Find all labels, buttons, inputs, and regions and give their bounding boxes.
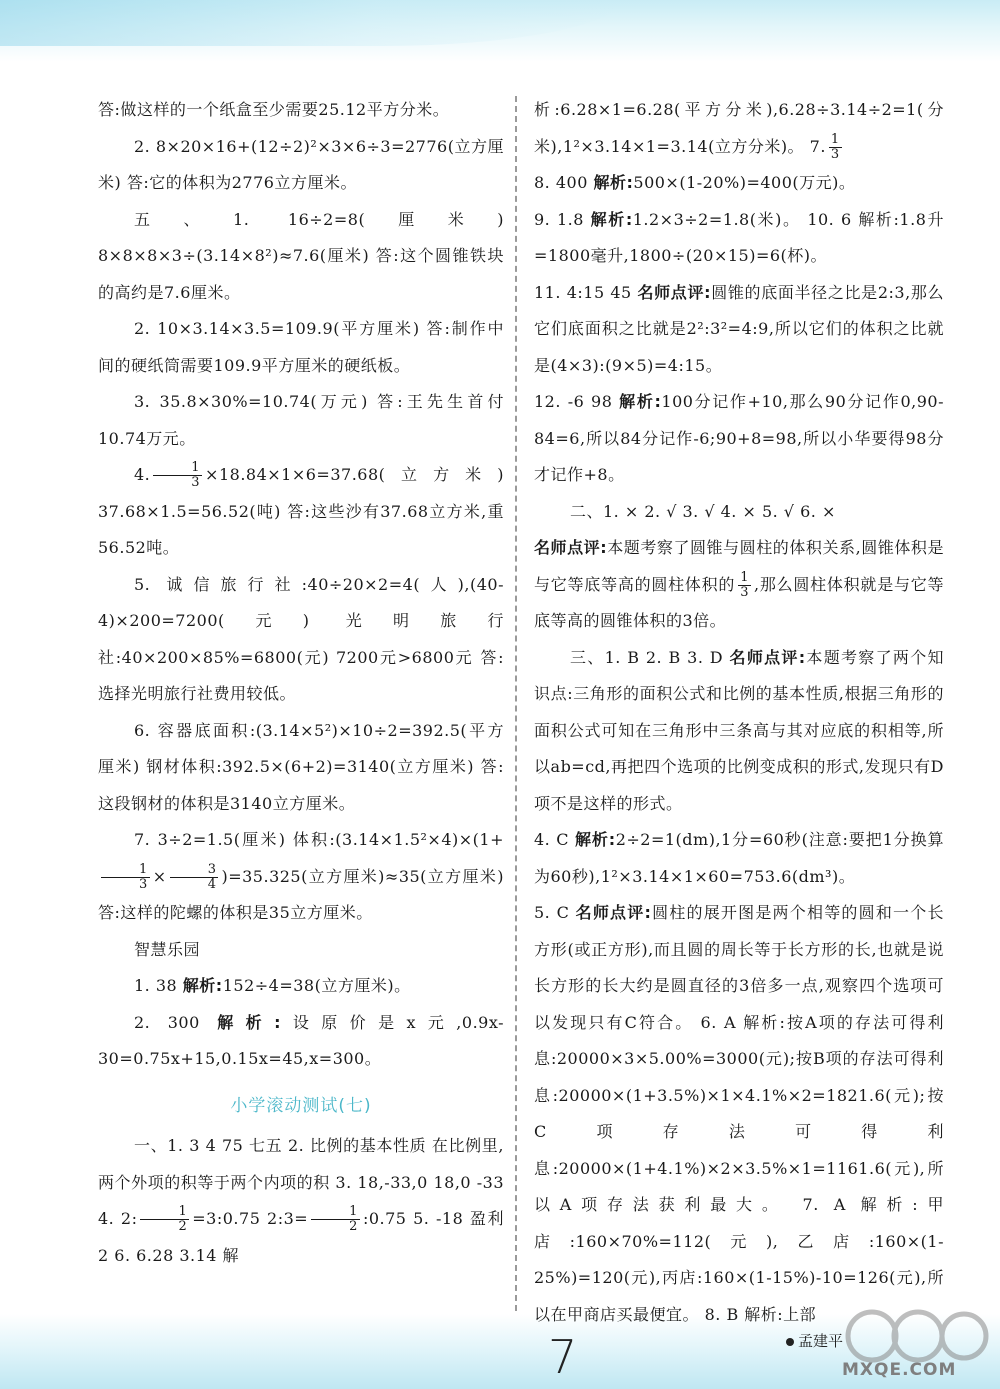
fraction-denominator: 3: [740, 584, 749, 600]
fraction: [153, 461, 202, 490]
answer-line: 五、1. 16÷2=8(厘米) 8×8×8×3÷(3.14×8²)≈7.6(厘米) 答:这个圆锥铁块的高约是7.6厘米。: [98, 209, 504, 302]
item-number: 9. 1.8: [534, 209, 591, 229]
answer-text: )=35.325(立方厘米)≈35(立方厘米) 答:这样的陀螺的体积是35立方厘米。: [98, 866, 504, 922]
answer-text: 7. 3÷2=1.5(厘米) 体积:(3.14×1.5²×4)×(1+: [134, 830, 504, 849]
fraction: [829, 133, 842, 162]
teacher-comment-tag: 名师点评:: [637, 282, 712, 302]
answer-text: 2÷2=1(dm),1分=60秒(注意:要把1分换算为60秒),1²×3.14×1×60=753.6(dm³)。: [534, 830, 944, 886]
teacher-comment-tag: 名师点评:: [575, 903, 652, 922]
analysis-tag: 解析:: [619, 392, 662, 411]
item-number: 1. 38: [134, 976, 183, 995]
fraction-numerator: 1: [830, 131, 840, 147]
teacher-comment-tag: 名师点评:: [729, 647, 806, 667]
fraction-numerator: 1: [153, 461, 202, 476]
column-divider: [515, 96, 517, 1311]
answer-text: 一、1. 3 4 75 七五 2. 比例的基本性质 在比例里,两个外项的积等于两个内项的积 3. 18,-33,0 18,0 -33 4. 2:: [98, 1136, 504, 1228]
top-decorative-band: [0, 0, 1000, 62]
teacher-comment-tag: 名师点评:: [534, 538, 608, 557]
answer-text: 152÷4=38(立方厘米)。: [222, 976, 411, 995]
fraction-denominator: 2: [178, 1219, 188, 1234]
analysis-tag: 解析:: [574, 830, 616, 849]
fraction-denominator: 4: [207, 876, 217, 892]
answer-text: 设原价是x元,0.9x-30=0.75x+15,0.15x=45,x=300。: [98, 1012, 504, 1068]
answer-line: 2. 8×20×16+(12÷2)²×3×6÷3=2776(立方厘米) 答:它的体积为2776立方厘米。: [98, 136, 504, 192]
answer-line: 2. 10×3.14×3.5=109.9(平方厘米) 答:制作中间的硬纸筒需要109.9平方厘米的硬纸板。: [98, 319, 504, 375]
answer-line: [534, 530, 944, 640]
answer-line: [98, 457, 504, 567]
fraction-denominator: 3: [139, 876, 148, 892]
left-column: [98, 92, 504, 1274]
answer-line: [534, 165, 944, 202]
answer-line: [534, 202, 944, 275]
analysis-tag: 解析:: [590, 209, 633, 229]
answer-line: [534, 895, 944, 1333]
section-title: 小学滚动测试(七): [230, 1095, 372, 1116]
answer-text: 本题考察了两个知识点:三角形的面积公式和比例的基本性质,根据三角形的面积公式可知在三角形中三条高与其对应底的积相等,所以ab=cd,再把四个选项的比例变成积的形式,发现只有D项不是这样的形式。: [534, 647, 944, 813]
item-number: 三、1. B 2. B 3. D: [570, 647, 730, 667]
fraction-denominator: 2: [349, 1219, 358, 1234]
fraction: [170, 863, 219, 892]
answer-text: 本题考察了圆锥与圆柱的体积关系,圆锥体积是与它等底等高的圆柱体积的: [534, 538, 944, 594]
answer-text: 500×(1-20%)=400(万元)。: [633, 173, 856, 192]
item-number: 4. C: [534, 830, 575, 849]
answer-text: =3:0.75 2:3=: [192, 1209, 309, 1228]
fraction: [101, 863, 150, 892]
answer-text: :0.75 5. -18 盈利2 6. 6.28 3.14 解: [98, 1209, 504, 1265]
answer-line: [534, 92, 944, 165]
answer-text: 100分记作+10,那么90分记作0,90-84=6,所以84分记作-6;90+8=98,所以小华要得98分才记作+8。: [534, 392, 944, 484]
item-number: 12. -6 98: [534, 392, 620, 411]
bullet-icon: [786, 1338, 794, 1346]
brand-name: 孟建平: [798, 1332, 844, 1350]
answer-text: 圆柱的展开图是两个相等的圆和一个长方形(或正方形),而且圆的周长等于长方形的长,也就是说长方形的长大约是圆直径的3倍多一点,观察四个选项可以发现只有C符合。 6. A 解析:按A项的存法可得利息:20000×3×5.00%=3000(元);按B项的存法可得利息:20000×(1+3.5%)×1×4.1%×2=1821.6(元);按C项存法可得利息:20000×(1+4.1%)×2×3.5%×1=1161.6(元),所以A项存法获利最大。 7. A 解析:甲店:160×70%=112(元),乙店:160×(1-25%)=120(元),丙店:160×(1-15%)-10=126(元),所以在甲商店买最便宜。 8. B 解析:上部: [534, 903, 944, 1324]
fraction: [738, 571, 751, 600]
analysis-tag: 解析:: [217, 1012, 281, 1032]
fraction-numerator: 3: [170, 863, 219, 878]
answer-text: 1.2×3÷2=1.8(米)。 10. 6 解析:1.8升=1800毫升,1800÷(20×15)=6(杯)。: [534, 209, 944, 265]
fraction-numerator: 1: [311, 1205, 360, 1220]
fraction-numerator: 1: [140, 1205, 189, 1220]
item-number: 4.: [134, 465, 151, 484]
answer-line: [98, 1128, 504, 1274]
answer-text: 析:6.28×1=6.28(平方分米),6.28÷3.14÷2=1(分米),1²×3.14×1=3.14(立方分米)。 7.: [534, 100, 944, 156]
answer-line: 二、1. × 2. √ 3. √ 4. × 5. √ 6. ×: [570, 501, 836, 521]
fraction-numerator: 1: [740, 569, 749, 585]
answer-line: [534, 822, 944, 895]
analysis-tag: 解析:: [182, 976, 223, 995]
answer-text: ×18.84×1×6=37.68(立方米) 37.68×1.5=56.52(吨) 答:这些沙有37.68立方米,重56.52吨。: [98, 465, 504, 557]
item-number: 2. 300: [134, 1012, 218, 1032]
answer-line: [98, 968, 504, 1005]
subsection-heading: 智慧乐园: [134, 939, 201, 959]
fraction: [311, 1205, 360, 1234]
answer-line: [98, 1005, 504, 1078]
analysis-tag: 解析:: [593, 173, 634, 192]
item-number: 11. 4:15 45: [534, 282, 638, 302]
answer-line: [98, 822, 504, 932]
right-column: [534, 92, 944, 1333]
answer-line: 6. 容器底面积:(3.14×5²)×10÷2=392.5(平方厘米) 钢材体积:392.5×(6+2)=3140(立方厘米) 答:这段钢材的体积是3140立方厘米。: [98, 720, 504, 813]
item-number: 5. C: [534, 903, 576, 922]
answer-text: ,那么圆柱体积就是与它等底等高的圆锥体积的3倍。: [534, 574, 944, 630]
answer-line: 3. 35.8×30%=10.74(万元) 答:王先生首付10.74万元。: [98, 392, 504, 448]
page-number: 7: [548, 1330, 578, 1384]
answer-line: [534, 275, 944, 385]
answer-text: 圆锥的底面半径之比是2:3,那么它们底面积之比就是2²:3²=4:9,所以它们的体积之比就是(4×3):(9×5)=4:15。: [534, 282, 944, 375]
answer-line: 答:做这样的一个纸盒至少需要25.12平方分米。: [98, 100, 450, 119]
fraction-numerator: 1: [101, 863, 150, 878]
fraction-denominator: 3: [191, 475, 201, 490]
answer-line: 5. 诚信旅行社:40÷20×2=4(人),(40-4)×200=7200(元) 光明旅行社:40×200×85%=6800(元) 7200元>6800元 答:选择光明旅行社费用较低。: [98, 574, 504, 703]
fraction: [140, 1205, 189, 1234]
fraction-denominator: 3: [830, 146, 840, 162]
operator: ×: [152, 866, 167, 886]
watermark-text: MXQE.COM: [842, 1360, 957, 1380]
answer-line: [534, 384, 944, 494]
answer-line: [534, 640, 944, 823]
item-number: 8. 400: [534, 173, 594, 192]
